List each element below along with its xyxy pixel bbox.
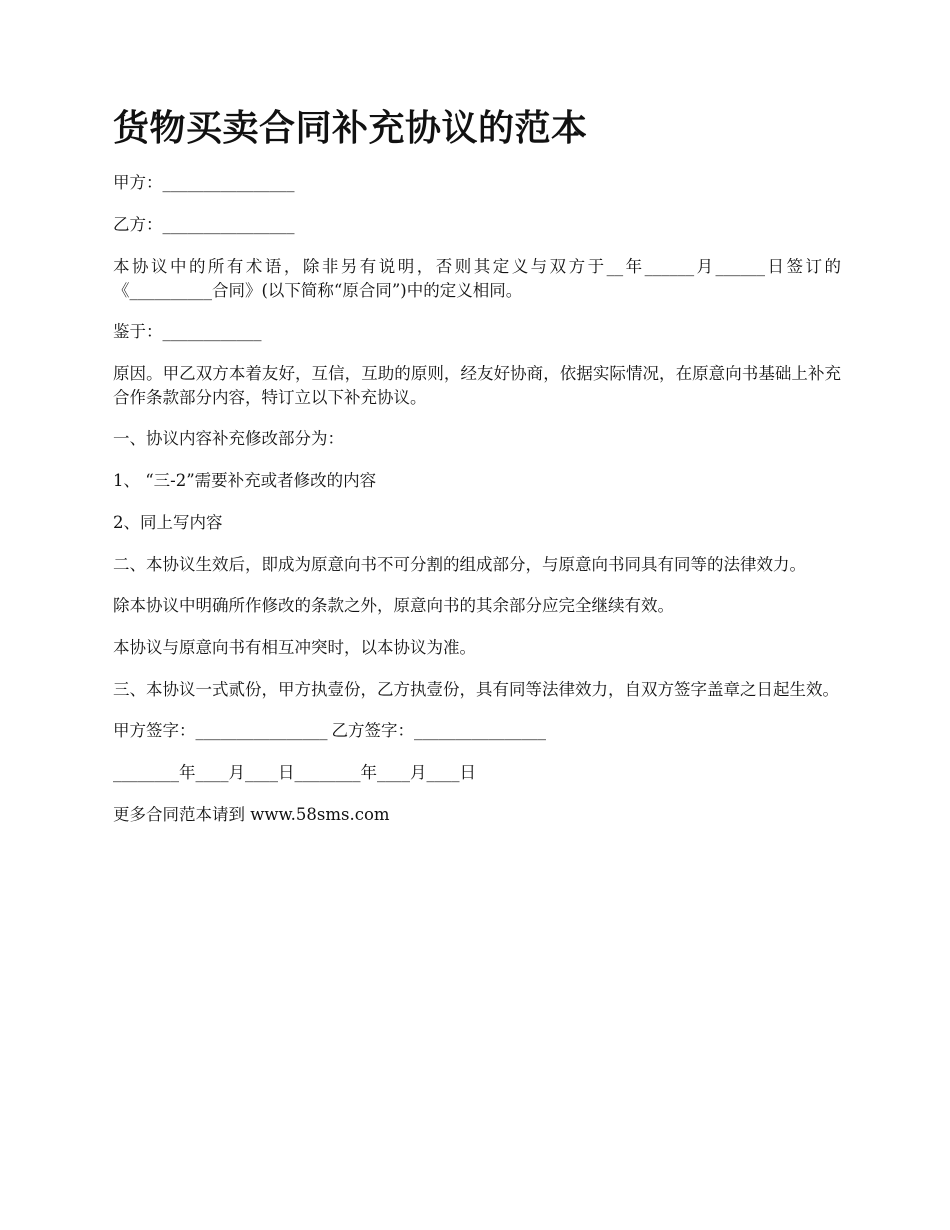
except-clause: 除本协议中明确所作修改的条款之外，原意向书的其余部分应完全继续有效。 [113,596,674,616]
whereas-line: 鉴于：____________ [113,322,262,342]
date-line: ________年____月____日________年____月____日 [113,763,476,783]
section-3-paragraph: 三、本协议一式贰份，甲方执壹份，乙方执壹份，具有同等法律效力，自双方签字盖章之日起生效。 [113,680,839,700]
conflict-clause: 本协议与原意向书有相互冲突时，以本协议为准。 [113,638,476,658]
reason-paragraph: 原因。甲乙双方本着友好，互信，互助的原则，经友好协商，依据实际情况，在原意向书基础上补充合作条款部分内容，特订立以下补充协议。 [113,364,841,408]
section-1-item-1: 1、 “三-2”需要补充或者修改的内容 [113,471,377,491]
section-1-heading: 一、协议内容补充修改部分为： [113,429,344,449]
party-b-line: 乙方：________________ [113,215,295,235]
party-a-signature: 甲方签字：________________ [113,721,328,741]
section-1-item-2: 2、同上写内容 [113,513,223,533]
document-page [113,108,841,845]
section-2-paragraph: 二、本协议生效后，即成为原意向书不可分割的组成部分，与原意向书同具有同等的法律效力。 [113,555,806,575]
terms-paragraph: 本协议中的所有术语，除非另有说明，否则其定义与双方于__年______月______日签订的《__________合同》(以下简称“原合同”)中的定义相同。 [113,257,841,301]
document-title: 货物买卖合同补充协议的范本 [113,107,588,149]
party-a-line: 甲方：________________ [113,173,295,193]
footer-link-text: 更多合同范本请到 www.58sms.com [113,805,390,825]
party-b-signature: 乙方签字：________________ [331,721,546,741]
signature-line [113,719,841,743]
